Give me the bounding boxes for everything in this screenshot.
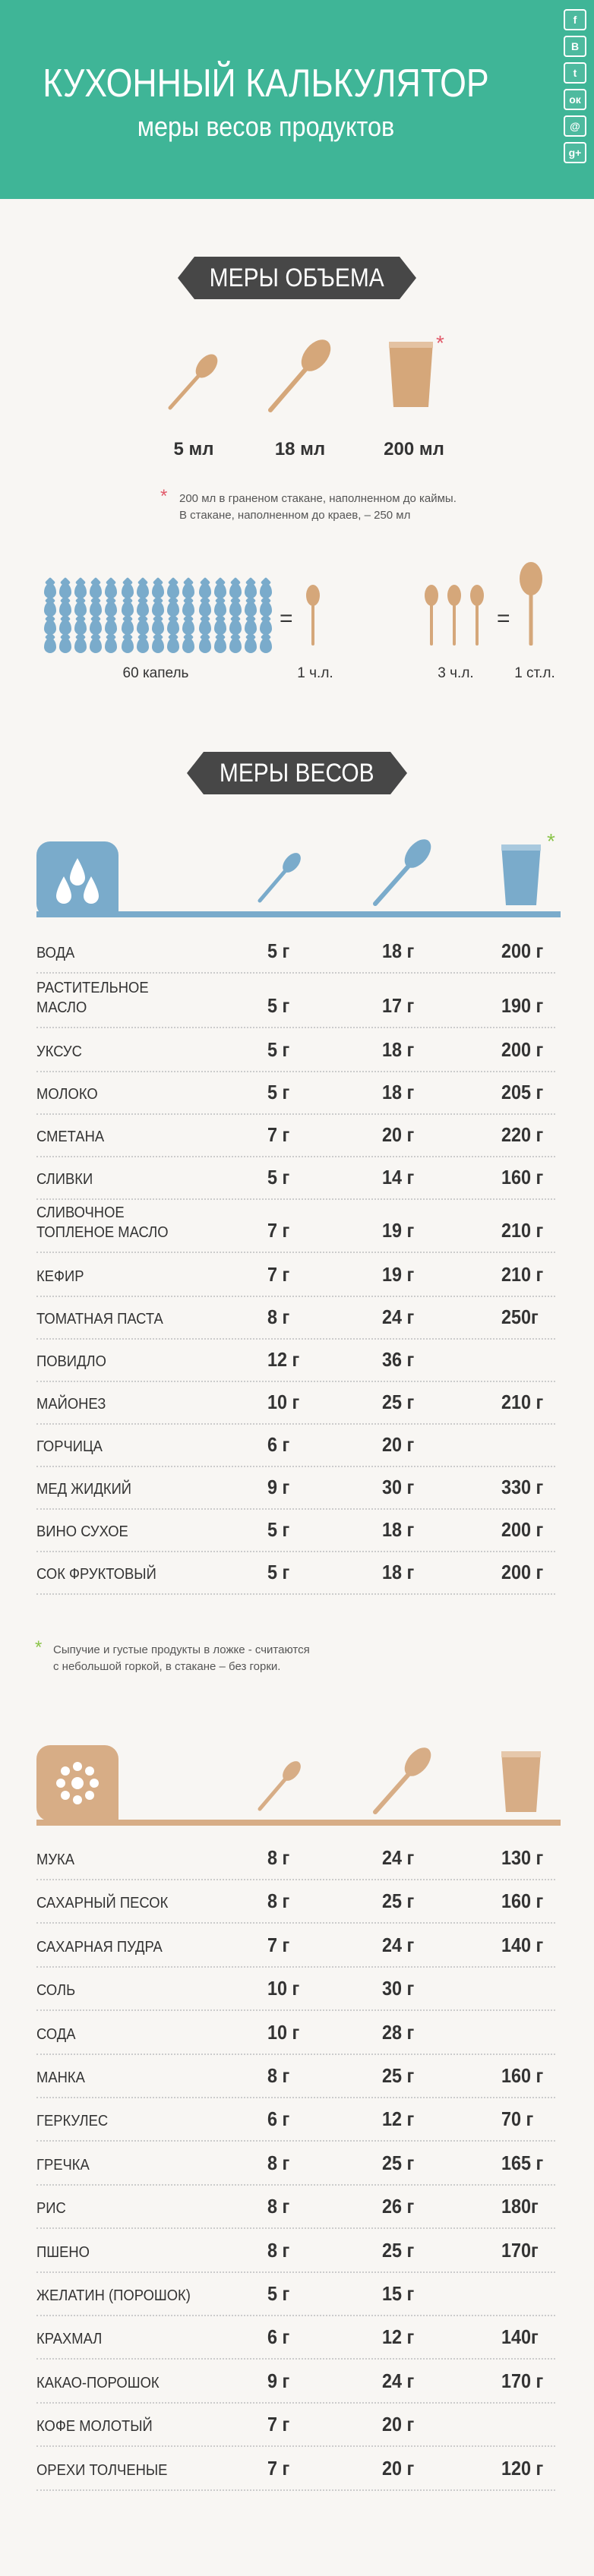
product-name: САХАРНЫЙ ПЕСОК [36,1895,169,1912]
weight-value-tsp: 9 г [267,2369,290,2392]
liquid-teaspoon-icon [255,851,304,905]
weight-value-glass: 200 г [501,1038,544,1061]
weight-value-tsp: 6 г [267,2107,290,2131]
equals-sign-1: = [280,606,293,631]
drop-icon [199,638,211,653]
weight-value-tbsp: 36 г [382,1348,415,1371]
table-row [36,2056,555,2098]
table-row [36,1968,555,2011]
weight-value-tsp: 10 г [267,1977,300,2000]
drop-icon [245,638,257,653]
product-name: МАЙОНЕЗ [36,1396,106,1413]
weight-value-tbsp: 19 г [382,1219,415,1242]
weight-value-tsp: 5 г [267,1038,290,1061]
weight-value-glass: 210 г [501,1219,544,1242]
weight-value-tbsp: 25 г [382,1889,415,1913]
weight-value-glass: 160 г [501,1166,544,1189]
weight-value-glass: 200 г [501,1561,544,1583]
table-row [36,2099,555,2142]
drop-icon [74,638,87,653]
weight-value-tsp: 5 г [267,1518,290,1541]
mail-icon[interactable]: @ [564,115,586,137]
page-title: КУХОННЫЙ КАЛЬКУЛЯТОР [43,62,489,106]
weight-value-glass: 140 г [501,1933,544,1956]
table-row [36,931,555,974]
weight-value-tbsp: 25 г [382,2151,415,2174]
glass-icon [389,342,433,407]
product-name: ТОМАТНАЯ ПАСТА [36,1311,163,1327]
product-name: СЛИВКИ [36,1171,93,1188]
weight-value-tbsp: 26 г [382,2195,415,2218]
weight-value-tsp: 7 г [267,2456,290,2480]
product-name: КРАХМАЛ [36,2331,103,2348]
weight-value-tbsp: 24 г [382,1933,415,1956]
table-row [36,1552,555,1595]
weight-value-glass: 205 г [501,1081,544,1103]
weight-value-glass: 210 г [501,1391,544,1413]
weight-value-tsp: 5 г [267,1081,290,1103]
unit-200ml: 200 мл [384,439,444,459]
table-row [36,2317,555,2360]
dry-teaspoon-icon [255,1759,304,1814]
product-name: КАКАО-ПОРОШОК [36,2374,160,2391]
drops-group-3 [199,583,272,653]
weight-value-tbsp: 20 г [382,2456,415,2480]
three-tsp-label: 3 ч.л. [438,665,474,681]
weight-value-tsp: 7 г [267,1933,290,1956]
weight-value-tbsp: 30 г [382,1476,415,1498]
weight-value-tsp: 7 г [267,1219,290,1242]
drop-icon [152,638,164,653]
weight-value-tsp: 8 г [267,2238,290,2262]
vk-icon[interactable]: B [564,36,586,57]
weight-value-glass: 210 г [501,1263,544,1286]
weight-value-tsp: 8 г [267,1889,290,1913]
table-row [36,2274,555,2316]
weight-value-tbsp: 20 г [382,2413,415,2436]
volume-banner-text: МЕРЫ ОБЪЕМА [209,264,385,292]
table-row [36,1382,555,1425]
product-name: СЛИВОЧНОЕ ТОПЛЕНОЕ МАСЛО [36,1204,169,1241]
liquids-icon-box [36,841,118,917]
drop-icon [182,638,194,653]
weight-value-glass: 330 г [501,1476,544,1498]
liquid-asterisk-icon: * [547,829,555,853]
product-name: ЖЕЛАТИН (ПОРОШОК) [36,2287,191,2304]
table-row [36,1510,555,1552]
weight-value-tbsp: 18 г [382,939,415,962]
weight-value-tbsp: 17 г [382,994,415,1017]
product-name: СОК ФРУКТОВЫЙ [36,1566,156,1583]
drops-icon [36,841,118,917]
product-name: ОРЕХИ ТОЛЧЕНЫЕ [36,2461,168,2479]
asterisk-icon: * [436,331,444,355]
weight-value-glass: 120 г [501,2456,544,2480]
product-name: МЕД ЖИДКИЙ [36,1481,132,1498]
weight-value-glass: 130 г [501,1846,544,1869]
drop-icon [90,638,102,653]
product-name: МОЛОКО [36,1086,98,1103]
weight-value-glass: 170г [501,2238,539,2262]
drop-icon [122,638,134,653]
weight-value-tbsp: 24 г [382,1305,415,1328]
weight-value-tsp: 7 г [267,1123,290,1146]
equals-sign-2: = [497,606,510,631]
weight-value-glass: 170 г [501,2369,544,2392]
note-asterisk-icon: * [160,486,168,507]
weight-value-glass: 250г [501,1305,539,1328]
weight-value-glass: 160 г [501,1889,544,1913]
table-row [36,1881,555,1924]
table-row [36,2404,555,2447]
weight-value-tbsp: 25 г [382,2238,415,2262]
table-row [36,2230,555,2273]
product-name: ГРЕЧКА [36,2156,90,2174]
weight-value-tsp: 8 г [267,1846,290,1869]
weight-value-tbsp: 28 г [382,2020,415,2044]
drop-icon [59,638,71,653]
weight-value-tsp: 8 г [267,1305,290,1328]
weight-value-tbsp: 25 г [382,2064,415,2087]
table-row [36,1340,555,1382]
weight-value-tsp: 5 г [267,1166,290,1189]
table-row [36,1925,555,1968]
product-name: ВОДА [36,945,75,961]
one-tsp-label: 1 ч.л. [297,665,333,681]
weight-value-tbsp: 24 г [382,2369,415,2392]
drop-icon [214,638,226,653]
drop-icon [229,638,242,653]
product-name: САХАРНАЯ ПУДРА [36,1938,163,1956]
table-row [36,1115,555,1157]
product-name: МУКА [36,1852,75,1868]
weight-value-glass: 190 г [501,994,544,1017]
unit-18ml: 18 мл [274,439,326,459]
grains-icon [36,1745,118,1821]
table-row [36,2361,555,2404]
weight-value-glass: 70 г [501,2107,534,2131]
weight-value-tsp: 8 г [267,2064,290,2087]
weight-value-tbsp: 12 г [382,2107,415,2131]
table-row [36,1157,555,1200]
three-teaspoons-icon [422,585,486,646]
tablespoon-upright-icon [518,562,544,646]
weight-value-tsp: 7 г [267,2413,290,2436]
dry-note-line2: с небольшой горкой, в стакане – без горки. [53,1660,281,1673]
weight-value-tsp: 7 г [267,1263,290,1286]
dry-divider [36,1820,561,1826]
product-name: СОЛЬ [36,1982,76,2000]
weight-value-glass: 140г [501,2325,539,2349]
teaspoon-upright-icon [304,585,322,646]
volume-note-line1: 200 мл в граненом стакане, наполненном до каймы. [179,492,457,505]
volume-note-line2: В стакане, наполненном до краев, – 250 мл [179,509,411,522]
product-name: СОДА [36,2025,76,2043]
weight-value-glass: 160 г [501,2064,544,2087]
weight-value-tsp: 5 г [267,939,290,962]
weight-value-tsp: 8 г [267,2195,290,2218]
product-name: ПОВИДЛО [36,1353,106,1370]
weight-value-tbsp: 24 г [382,1846,415,1869]
product-name: ГОРЧИЦА [36,1438,103,1455]
gplus-icon[interactable]: g+ [564,142,586,163]
dry-note-asterisk-icon: * [35,1637,43,1658]
weight-value-tbsp: 19 г [382,1263,415,1286]
weight-value-glass: 200 г [501,1518,544,1541]
weight-value-glass: 180г [501,2195,539,2218]
facebook-icon[interactable]: f [564,9,586,30]
liquid-tablespoon-icon [369,838,434,908]
weight-value-tsp: 5 г [267,1561,290,1583]
drop-icon [44,638,56,653]
weight-value-tbsp: 14 г [382,1166,415,1189]
table-row [36,1425,555,1467]
unit-5ml: 5 мл [173,439,214,459]
weight-value-tbsp: 25 г [382,1391,415,1413]
product-name: ВИНО СУХОЕ [36,1523,128,1540]
weight-value-tsp: 6 г [267,2325,290,2349]
table-row [36,1255,555,1297]
table-row [36,1200,555,1253]
product-name: ГЕРКУЛЕС [36,2113,109,2130]
weight-value-tsp: 5 г [267,994,290,1017]
weights-banner-text: МЕРЫ ВЕСОВ [220,759,374,788]
table-row [36,2143,555,2186]
product-name: РАСТИТЕЛЬНОЕ МАСЛО [36,980,149,1016]
weight-value-tbsp: 18 г [382,1561,415,1583]
weight-value-tsp: 8 г [267,2151,290,2174]
liquid-glass-icon [501,844,541,905]
weight-value-tbsp: 18 г [382,1038,415,1061]
ok-icon[interactable]: ок [564,89,586,110]
weight-value-tsp: 12 г [267,1348,300,1371]
weight-value-tsp: 10 г [267,1391,300,1413]
table-row [36,2186,555,2229]
twitter-icon[interactable]: t [564,62,586,84]
product-name: КЕФИР [36,1268,84,1285]
weight-value-tbsp: 30 г [382,1977,415,2000]
one-tbsp-label: 1 ст.л. [514,665,555,681]
table-row [36,975,555,1028]
tablespoon-icon [264,339,333,415]
product-name: МАНКА [36,2069,85,2086]
weight-value-tbsp: 18 г [382,1081,415,1103]
weight-value-tsp: 6 г [267,1433,290,1456]
page-subtitle: меры весов продуктов [137,111,395,142]
drops-group-1 [44,583,117,653]
product-name: РИС [36,2200,66,2218]
header [0,0,594,199]
weight-value-tbsp: 15 г [382,2282,415,2305]
table-row [36,1838,555,1880]
weight-value-tbsp: 20 г [382,1433,415,1456]
weight-value-tbsp: 20 г [382,1123,415,1146]
table-row [36,1030,555,1072]
weights-banner [204,752,390,794]
weight-value-tbsp: 12 г [382,2325,415,2349]
teaspoon-icon [166,351,220,412]
liquids-divider [36,911,561,917]
sixty-drops-label: 60 капель [122,665,189,681]
drop-icon [137,638,149,653]
weight-value-glass: 200 г [501,939,544,962]
product-name: КОФЕ МОЛОТЫЙ [36,2418,153,2436]
drop-icon [260,638,272,653]
drops-group-2 [122,583,194,653]
dry-icon-box [36,1745,118,1821]
weight-value-glass: 165 г [501,2151,544,2174]
weight-value-tsp: 10 г [267,2020,300,2044]
table-row [36,1072,555,1115]
weight-value-tsp: 9 г [267,1476,290,1498]
dry-glass-icon [501,1751,541,1812]
volume-banner [194,257,400,299]
table-row [36,1297,555,1340]
drop-icon [167,638,179,653]
dry-tablespoon-icon [369,1747,434,1817]
product-name: СМЕТАНА [36,1129,105,1145]
weight-value-tbsp: 18 г [382,1518,415,1541]
product-name: ПШЕНО [36,2243,90,2261]
weight-value-glass: 220 г [501,1123,544,1146]
table-row [36,1467,555,1510]
table-row [36,2012,555,2055]
drop-icon [105,638,117,653]
weight-value-tsp: 5 г [267,2282,290,2305]
social-buttons [564,9,586,169]
table-row [36,2448,555,2491]
dry-note-line1: Сыпучие и густые продукты в ложке - считаются [53,1643,310,1656]
product-name: УКСУС [36,1043,82,1060]
